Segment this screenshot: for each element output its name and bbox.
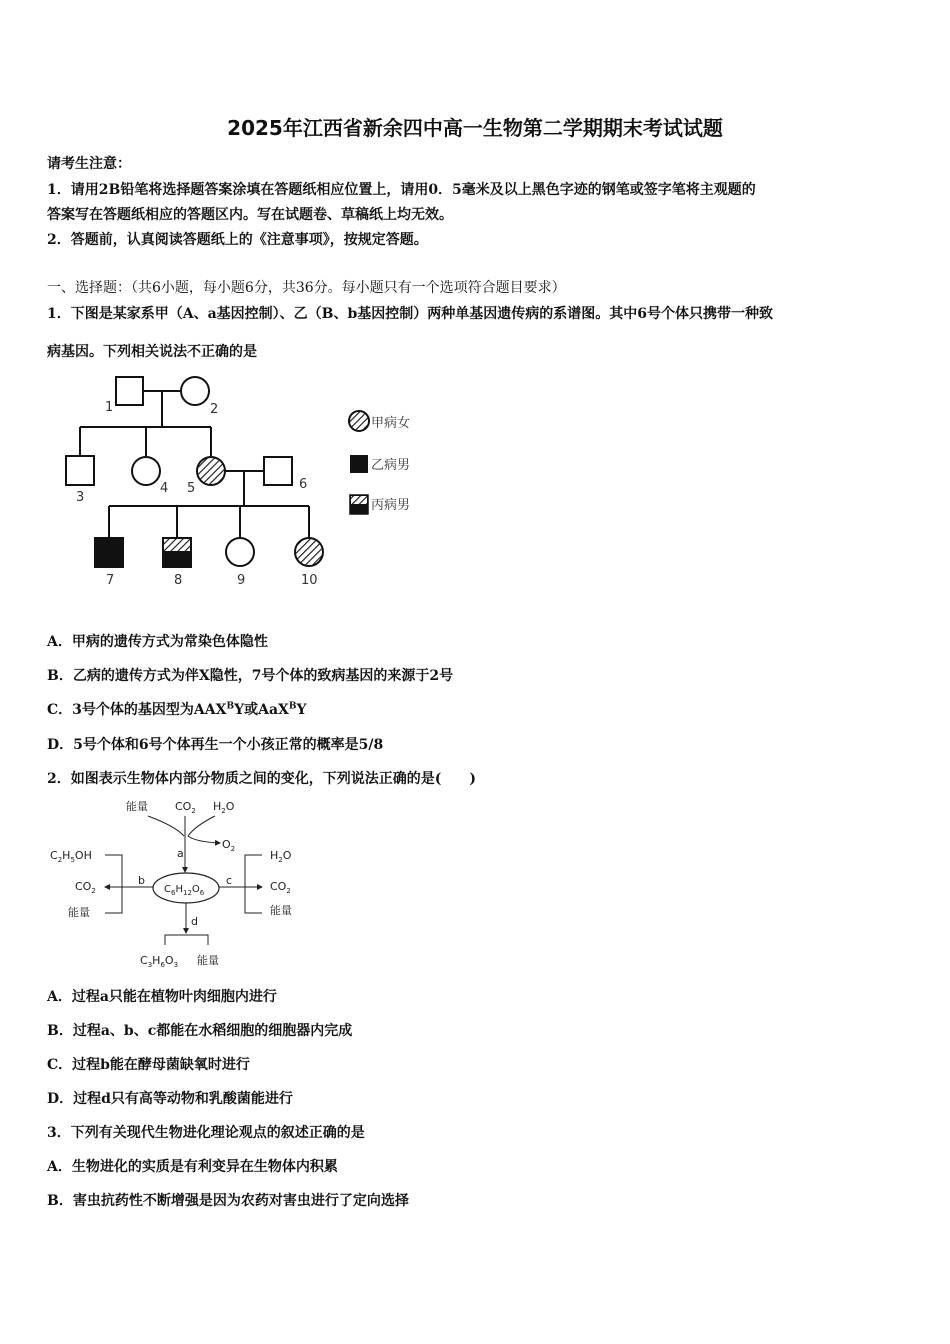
label-7: 7 [106, 573, 115, 588]
legend-yi-label: 乙病男 [371, 458, 411, 473]
notice-line-3: 2．答题前，认真阅读答题纸上的《注意事项》，按规定答题。 [47, 232, 428, 248]
glucose-node [153, 873, 219, 903]
individual-3-male [66, 456, 94, 485]
individual-5-affected-female [197, 457, 225, 485]
metabolism-diagram [45, 792, 310, 972]
left-energy: 能量 [68, 906, 90, 919]
q3-option-a: A．生物进化的实质是有利变异在生物体内积累 [47, 1159, 338, 1175]
q1-option-c-part3: Y [296, 702, 307, 718]
process-a: a [177, 847, 184, 860]
individual-8-bing-male [163, 538, 191, 567]
q1-option-b: B．乙病的遗传方式为伴X隐性，7号个体的致病基因的来源于2号 [47, 668, 454, 684]
page-title: 2025年江西省新余四中高一生物第二学期期末考试试题 [227, 116, 723, 140]
individual-6-male [264, 457, 292, 485]
top-co2: $CO_2$ [175, 800, 196, 815]
q3-option-b: B．害虫抗药性不断增强是因为农药对害虫进行了定向选择 [47, 1193, 409, 1209]
notice-line-2: 答案写在答题纸相应的答题区内。写在试题卷、草稿纸上均无效。 [47, 207, 453, 223]
notice-line-1: 1．请用2B铅笔将选择题答案涂填在答题纸相应位置上，请用0．5毫米及以上黑色字迹的钢笔或签字笔将主观题的 [47, 182, 756, 198]
process-d: d [191, 915, 198, 928]
legend-symbol-yi-male [350, 455, 368, 473]
q1-option-c-part1: C．3号个体的基因型为AAX [47, 702, 227, 718]
top-h2o: $H_2O$ [213, 800, 235, 815]
q2-option-c: C．过程b能在酵母菌缺氧时进行 [47, 1057, 250, 1073]
glucose-label: $C_6H_{12}O_6$ [164, 884, 205, 897]
pedigree-chart [55, 368, 435, 596]
section-heading: 一、选择题：（共6小题，每小题6分，共36分。每小题只有一个选项符合题目要求） [47, 280, 566, 296]
o2-output: $O_2$ [222, 838, 236, 853]
process-c: c [226, 874, 233, 887]
label-3: 3 [76, 490, 85, 505]
right-co2: $CO_2$ [270, 880, 291, 895]
q1-option-c [47, 699, 307, 719]
top-energy: 能量 [126, 800, 148, 813]
individual-2-female [181, 377, 209, 405]
q1-option-c-sup1: B [226, 701, 235, 712]
label-5: 5 [187, 481, 196, 496]
q2-option-d: D．过程d只有高等动物和乳酸菌能进行 [47, 1091, 293, 1107]
label-2: 2 [210, 402, 219, 417]
individual-9-female [226, 538, 254, 566]
q2-option-a: A．过程a只能在植物叶肉细胞内进行 [47, 989, 277, 1005]
label-4: 4 [160, 481, 169, 496]
q1-option-a: A．甲病的遗传方式为常染色体隐性 [47, 634, 268, 650]
individual-1-male [116, 377, 143, 405]
left-ethanol: $C_2H_5OH$ [50, 849, 92, 864]
legend-jia-label: 甲病女 [371, 416, 411, 431]
q1-option-d: D．5号个体和6号个体再生一个小孩正常的概率是5/8 [47, 737, 384, 753]
legend-bing-hatch [351, 496, 367, 504]
label-10: 10 [301, 573, 318, 588]
q1-option-c-sup2: B [288, 701, 297, 712]
label-6: 6 [299, 477, 308, 492]
q1-stem-line-2: 病基因。下列相关说法不正确的是 [47, 344, 257, 360]
q2-option-b: B．过程a、b、c都能在水稻细胞的细胞器内完成 [47, 1023, 353, 1039]
q2-stem: 2．如图表示生物体内部分物质之间的变化，下列说法正确的是( ) [47, 771, 476, 787]
process-b: b [138, 874, 145, 887]
q1-stem-line-1: 1．下图是某家系甲（A、a基因控制）、乙（B、b基因控制）两种单基因遗传病的系谱图。其中6号个体只携带一种致 [47, 306, 774, 322]
individual-10-affected-female [295, 538, 323, 566]
legend-symbol-jia-female [349, 411, 369, 431]
q3-stem: 3．下列有关现代生物进化理论观点的叙述正确的是 [47, 1125, 365, 1141]
right-h2o: $H_2O$ [270, 849, 292, 864]
bottom-energy: 能量 [197, 954, 219, 967]
left-co2: $CO_2$ [75, 880, 96, 895]
legend-bing-label: 丙病男 [371, 498, 411, 513]
individual-7-yi-male [95, 538, 123, 567]
label-8: 8 [174, 573, 183, 588]
label-1: 1 [105, 400, 114, 415]
bottom-lactate: $C_3H_6O_3$ [140, 954, 179, 969]
individual-4-female [132, 457, 160, 485]
notice-heading: 请考生注意： [47, 156, 131, 172]
label-9: 9 [237, 573, 246, 588]
q1-option-c-part2: Y或AaX [234, 702, 289, 718]
right-energy: 能量 [270, 904, 292, 917]
